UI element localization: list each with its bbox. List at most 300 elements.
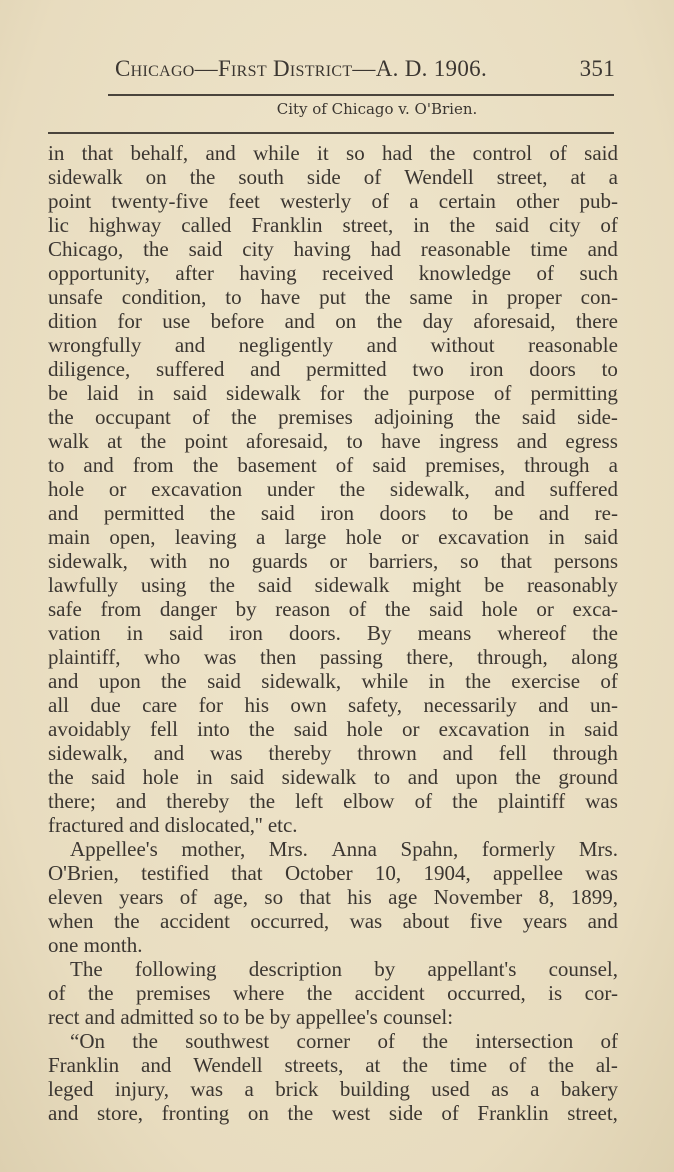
word: mother, <box>181 837 246 861</box>
word: there, <box>406 645 454 669</box>
word: plaintiff, <box>48 645 121 669</box>
word: was <box>209 741 243 765</box>
word: to <box>601 357 618 381</box>
word: the <box>339 477 366 501</box>
word: into <box>197 717 230 741</box>
word: hole <box>481 597 518 621</box>
word: by <box>235 597 257 621</box>
word: to <box>48 453 65 477</box>
text-line <box>48 1101 618 1125</box>
case-title: City of Chicago v. O'Brien. <box>276 100 478 118</box>
word: opportunity, <box>48 261 150 285</box>
word: reason <box>275 597 331 621</box>
word: reasonable <box>528 333 618 357</box>
word: said <box>207 669 241 693</box>
word: fronting <box>161 1101 230 1125</box>
word: was <box>349 909 383 933</box>
word: and <box>250 357 281 381</box>
word: all <box>48 693 69 717</box>
word: it <box>317 141 329 165</box>
text-line <box>48 1077 618 1101</box>
word: was <box>203 645 237 669</box>
word: five <box>469 909 503 933</box>
word: was <box>585 861 618 885</box>
text-line <box>48 837 618 861</box>
word: appellee's <box>295 1005 384 1029</box>
word: ingress <box>439 429 499 453</box>
word: or <box>329 549 347 573</box>
word: O'Brien, <box>48 861 119 885</box>
word: counsel, <box>548 957 618 981</box>
word: the <box>87 981 114 1005</box>
word: the <box>449 213 476 237</box>
word: of <box>600 1029 618 1053</box>
word: use <box>162 309 191 333</box>
word: through, <box>477 645 548 669</box>
text-line <box>48 501 618 525</box>
word: permitted <box>306 357 387 381</box>
word: due <box>90 693 121 717</box>
word: in <box>48 141 65 165</box>
word: wrongfully <box>48 333 142 357</box>
word: and <box>442 741 473 765</box>
word: of <box>508 1053 527 1077</box>
word: following <box>134 957 217 981</box>
word: without <box>430 333 495 357</box>
word: Anna <box>331 837 377 861</box>
word: while <box>361 669 409 693</box>
word: westerly <box>280 189 352 213</box>
word: and <box>538 501 570 525</box>
word: con- <box>580 285 618 309</box>
word: necessarily <box>423 693 517 717</box>
word: left <box>295 789 324 813</box>
word: day <box>422 309 453 333</box>
word: of <box>192 405 210 429</box>
word: of <box>179 885 198 909</box>
word: that <box>299 885 331 909</box>
word: on <box>145 165 167 189</box>
word: passing <box>319 645 383 669</box>
word: before <box>210 309 265 333</box>
word: certain <box>438 189 496 213</box>
text-line <box>48 741 618 765</box>
word: by <box>374 957 396 981</box>
word: sidewalk, <box>48 549 128 573</box>
word: thereby <box>166 789 230 813</box>
word: through <box>524 453 590 477</box>
word: and <box>153 741 185 765</box>
word: time <box>530 237 568 261</box>
word: called <box>181 213 232 237</box>
word: rect <box>48 1005 85 1029</box>
word: was <box>585 789 618 813</box>
word: and <box>48 669 79 693</box>
word: highway <box>88 213 162 237</box>
word: premises, <box>425 453 506 477</box>
text-line <box>48 645 618 669</box>
word: the <box>452 789 478 813</box>
word: the <box>249 789 276 813</box>
word: feet <box>228 189 260 213</box>
word: the <box>465 669 491 693</box>
word: of <box>335 453 354 477</box>
word: walk <box>48 429 89 453</box>
word: barriers, <box>368 549 439 573</box>
word: have <box>381 429 421 453</box>
word: basement <box>237 453 317 477</box>
word: aforesaid, <box>245 429 329 453</box>
word: upon <box>98 669 141 693</box>
text-line <box>48 189 618 213</box>
word: dislocated,'' <box>164 813 268 837</box>
word: street, <box>342 213 394 237</box>
text-line <box>48 573 618 597</box>
text-line <box>48 813 618 837</box>
word: the <box>48 765 74 789</box>
word: be <box>48 381 68 405</box>
word: is <box>548 981 563 1005</box>
word: guards <box>251 549 308 573</box>
word: said <box>230 765 265 789</box>
word: said <box>584 141 618 165</box>
word: said <box>293 717 328 741</box>
word: then <box>260 645 297 669</box>
word: a <box>608 165 618 189</box>
word: said <box>584 717 618 741</box>
word: and <box>538 693 569 717</box>
text-line <box>48 1029 618 1053</box>
word: persons <box>553 549 618 573</box>
word: plaintiff <box>497 789 566 813</box>
word: such <box>579 261 618 285</box>
word: one <box>48 933 84 957</box>
word: the <box>143 237 169 261</box>
word: Mrs. <box>578 837 618 861</box>
word: said <box>521 405 556 429</box>
word: bakery <box>560 1077 618 1101</box>
word: control <box>472 141 533 165</box>
word: at <box>570 165 586 189</box>
word: for <box>117 309 142 333</box>
word: the <box>306 981 333 1005</box>
word: and <box>284 309 315 333</box>
word: while <box>253 141 300 165</box>
word: “On <box>70 1029 105 1053</box>
word: accident <box>354 981 425 1005</box>
word: city <box>242 237 274 261</box>
word: so <box>346 141 365 165</box>
text-line <box>48 933 618 957</box>
text-line <box>48 285 618 309</box>
running-head <box>115 56 615 82</box>
word: accident <box>160 909 230 933</box>
word: a <box>530 1077 540 1101</box>
word: occupant <box>95 405 171 429</box>
page-number: 351 <box>579 56 615 81</box>
word: side <box>388 1101 423 1125</box>
word: the <box>384 597 411 621</box>
word: of <box>536 261 554 285</box>
word: to <box>225 285 242 309</box>
word: southwest <box>185 1029 270 1053</box>
word: received <box>322 261 394 285</box>
word: to <box>373 765 391 789</box>
word: and <box>84 1005 121 1029</box>
word: west <box>331 1101 371 1125</box>
word: who <box>144 645 181 669</box>
word: and <box>141 1053 172 1077</box>
word: used <box>431 1077 470 1101</box>
word: that <box>231 861 263 885</box>
word: sidewalk <box>314 573 390 597</box>
word: negligently <box>238 333 334 357</box>
word: years <box>119 885 164 909</box>
word: By <box>366 621 392 645</box>
word: the <box>376 309 403 333</box>
word: or <box>536 597 554 621</box>
word: safe <box>48 597 82 621</box>
text-line <box>48 141 618 165</box>
text-line <box>48 525 618 549</box>
word: and <box>129 813 165 837</box>
word: laid <box>86 381 119 405</box>
word: sidewalk, <box>48 741 128 765</box>
word: street, <box>496 165 548 189</box>
word: upon <box>455 765 498 789</box>
word: sidewalk <box>281 765 357 789</box>
word: own <box>290 693 327 717</box>
word: so <box>199 1005 223 1029</box>
word: so <box>460 549 479 573</box>
word: brick <box>275 1077 319 1101</box>
word: sidewalk <box>226 381 301 405</box>
word: in <box>548 717 566 741</box>
word: appellee <box>493 861 563 885</box>
word: at <box>107 429 123 453</box>
word: in <box>137 381 154 405</box>
word: a <box>244 1077 254 1101</box>
word: on <box>335 309 357 333</box>
word: egress <box>565 429 618 453</box>
word: condition, <box>121 285 207 309</box>
text-line <box>48 237 618 261</box>
text-line <box>48 693 618 717</box>
word: the <box>209 573 235 597</box>
word: the <box>192 453 219 477</box>
word: thrown <box>357 741 417 765</box>
word: where <box>232 981 285 1005</box>
word: lawfully <box>48 573 118 597</box>
text-line <box>48 549 618 573</box>
word: said <box>169 621 203 645</box>
word: permitting <box>530 381 618 405</box>
word: proper <box>506 285 562 309</box>
text-line <box>48 789 618 813</box>
word: with <box>149 549 188 573</box>
word: in <box>548 525 565 549</box>
word: etc. <box>267 813 298 837</box>
word: and <box>83 453 114 477</box>
word: dition <box>48 309 98 333</box>
word: whereof <box>497 621 567 645</box>
word: open, <box>109 525 156 549</box>
word: and <box>587 909 618 933</box>
text-line <box>48 981 618 1005</box>
word: hole <box>345 525 382 549</box>
word: and <box>407 765 439 789</box>
word: leged <box>48 1077 94 1101</box>
word: the <box>364 285 391 309</box>
text-line <box>48 381 618 405</box>
word: to <box>451 501 469 525</box>
word: Wendell <box>193 1053 263 1077</box>
word: corner <box>296 1029 351 1053</box>
case-title-rule <box>48 132 614 134</box>
word: or <box>108 477 127 501</box>
word: sidewalk, <box>261 669 342 693</box>
word: two <box>412 357 444 381</box>
text-line <box>48 213 618 237</box>
word: lic <box>48 213 69 237</box>
word: said <box>584 525 618 549</box>
word: The <box>70 957 103 981</box>
text-line <box>48 909 618 933</box>
header-rule <box>108 94 614 96</box>
word: Franklin <box>251 213 323 237</box>
word: by <box>269 1005 296 1029</box>
word: other <box>516 189 560 213</box>
word: intersection <box>475 1029 574 1053</box>
word: the <box>140 429 167 453</box>
text-line <box>48 357 618 381</box>
word: said <box>188 237 223 261</box>
word: and <box>174 333 206 357</box>
word: point <box>184 429 228 453</box>
word: was <box>190 1077 224 1101</box>
word: Chicago, <box>48 237 124 261</box>
word: occurred, <box>250 909 330 933</box>
word: in <box>471 285 488 309</box>
word: the <box>48 405 74 429</box>
word: had <box>382 141 413 165</box>
word: said <box>495 213 529 237</box>
word: purpose <box>408 381 475 405</box>
word: be <box>484 573 505 597</box>
text-line <box>48 861 618 885</box>
word: put <box>319 285 346 309</box>
word: street, <box>567 1101 618 1125</box>
word: and <box>115 789 147 813</box>
word: said <box>372 453 407 477</box>
word: when <box>48 909 94 933</box>
word: hole <box>48 477 85 501</box>
word: twenty-five <box>111 189 209 213</box>
word: for <box>319 381 345 405</box>
word: building <box>339 1077 410 1101</box>
word: al- <box>595 1053 618 1077</box>
word: knowledge <box>418 261 511 285</box>
word: Franklin <box>477 1101 549 1125</box>
word: side- <box>577 405 618 429</box>
word: Spahn, <box>400 837 459 861</box>
word: have <box>260 285 301 309</box>
word: occurred, <box>447 981 526 1005</box>
word: said <box>257 573 292 597</box>
text-line <box>48 261 618 285</box>
word: November <box>433 885 523 909</box>
word: a <box>608 453 618 477</box>
word: adjoining <box>374 405 454 429</box>
word: to <box>222 1005 245 1029</box>
word: of <box>363 165 382 189</box>
word: the <box>548 1053 574 1077</box>
word: under <box>266 477 315 501</box>
word: exercise <box>511 669 581 693</box>
word: excavation <box>151 477 243 501</box>
word: reasonable <box>420 237 511 261</box>
word: avoidably <box>48 717 131 741</box>
word: 1899, <box>570 885 618 909</box>
word: of <box>493 381 512 405</box>
word: streets, <box>284 1053 344 1077</box>
word: doors. <box>288 621 341 645</box>
word: to <box>346 429 363 453</box>
word: the <box>231 405 257 429</box>
word: south <box>238 165 284 189</box>
text-line <box>48 885 618 909</box>
word: unsafe <box>48 285 103 309</box>
word: fell <box>498 741 527 765</box>
word: there; <box>48 789 96 813</box>
word: eleven <box>48 885 103 909</box>
word: the <box>402 1053 428 1077</box>
text-line <box>48 405 618 429</box>
word: using <box>140 573 187 597</box>
word: main <box>48 525 90 549</box>
word: of <box>600 669 618 693</box>
text-line <box>48 333 618 357</box>
word: be <box>493 501 514 525</box>
word: iron <box>229 621 263 645</box>
word: danger <box>159 597 218 621</box>
word: vation <box>48 621 101 645</box>
word: a <box>409 189 419 213</box>
word: suffered <box>155 357 225 381</box>
word: of <box>414 789 433 813</box>
word: elbow <box>343 789 395 813</box>
word: and <box>48 1101 79 1125</box>
word: same <box>409 285 453 309</box>
word: and <box>366 333 397 357</box>
word: that <box>500 549 533 573</box>
text-line <box>48 165 618 189</box>
text-line <box>48 429 618 453</box>
word: through <box>552 741 618 765</box>
word: testified <box>141 861 209 885</box>
text-line <box>48 1005 618 1029</box>
word: excavation <box>438 717 530 741</box>
word: of <box>348 597 367 621</box>
word: side <box>306 165 341 189</box>
word: that <box>81 141 114 165</box>
text-line <box>48 453 618 477</box>
word: the <box>287 1101 314 1125</box>
running-head-title: Chicago—First District—A. D. 1906. <box>115 56 487 81</box>
word: diligence, <box>48 357 131 381</box>
word: time <box>449 1053 488 1077</box>
text-line <box>48 1053 618 1077</box>
